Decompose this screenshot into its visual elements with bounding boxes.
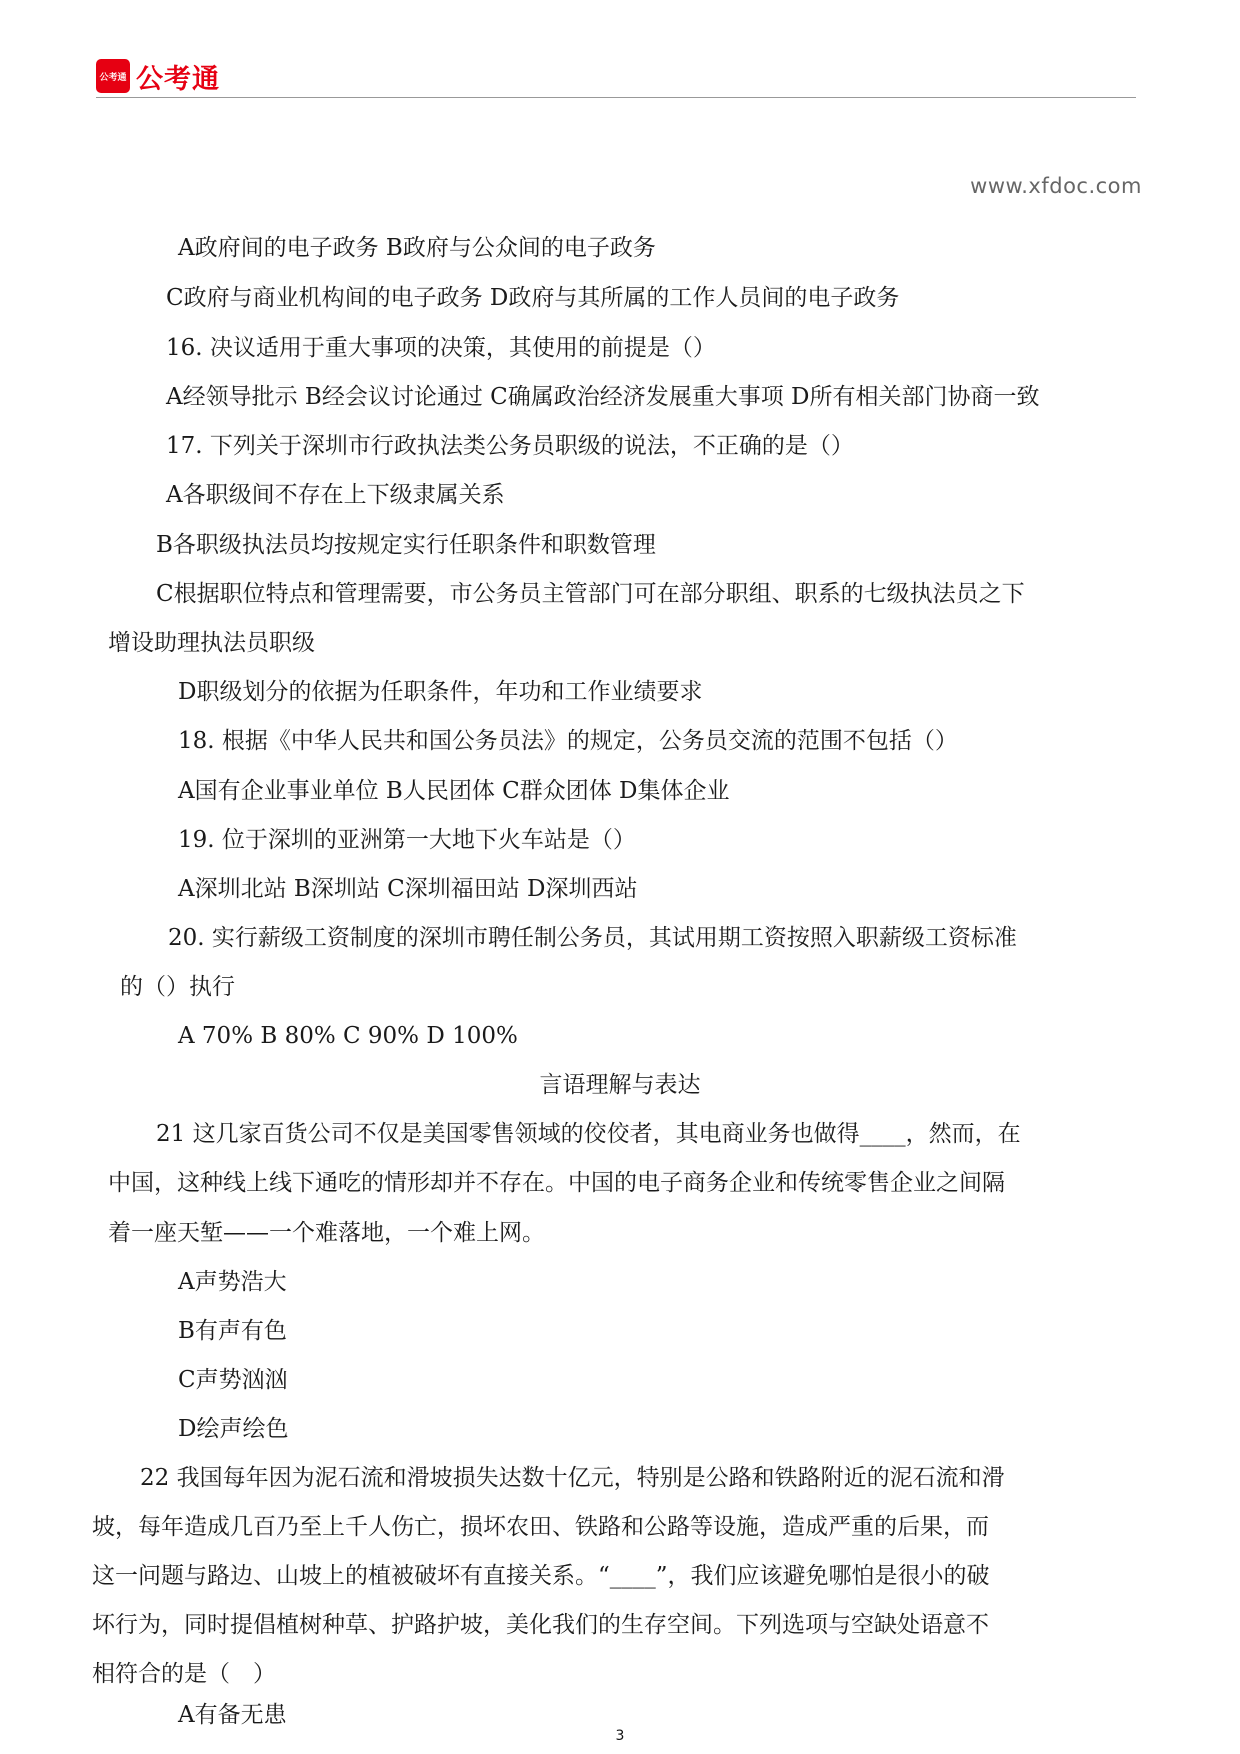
text-line: D职级划分的依据为任职条件，年功和工作业绩要求 xyxy=(178,679,703,705)
text-line: 的（）执行 xyxy=(120,974,235,1000)
text-line: 坏行为，同时提倡植树种草、护路护坡，美化我们的生存空间。下列选项与空缺处语意不 xyxy=(92,1612,989,1638)
text-line: A政府间的电子政务 B政府与公众间的电子政务 xyxy=(178,235,656,261)
text-line: B各职级执法员均按规定实行任职条件和职数管理 xyxy=(156,532,656,558)
text-line: 中国，这种线上线下通吃的情形却并不存在。中国的电子商务企业和传统零售企业之间隔 xyxy=(108,1170,1005,1196)
text-line: 着一座天堑——一个难落地，一个难上网。 xyxy=(108,1220,545,1246)
text-line: A 70% B 80% C 90% D 100% xyxy=(178,1023,518,1049)
brand-logo-icon: 公考通 xyxy=(96,59,130,93)
text-line: C政府与商业机构间的电子政务 D政府与其所属的工作人员间的电子政务 xyxy=(166,285,900,311)
question-21: 21 这几家百货公司不仅是美国零售领域的佼佼者，其电商业务也做得____，然而，在 xyxy=(156,1121,1021,1147)
option-line: C声势汹汹 xyxy=(178,1367,288,1393)
text-line: A深圳北站 B深圳站 C深圳福田站 D深圳西站 xyxy=(178,876,638,902)
text-line: C根据职位特点和管理需要，市公务员主管部门可在部分职组、职系的七级执法员之下 xyxy=(156,581,1025,607)
text-line: 增设助理执法员职级 xyxy=(108,630,315,656)
brand-name: 公考通 xyxy=(136,63,220,95)
question-16: 16. 决议适用于重大事项的决策，其使用的前提是（） xyxy=(166,335,716,361)
question-20: 20. 实行薪级工资制度的深圳市聘任制公务员，其试用期工资按照入职薪级工资标准 xyxy=(168,925,1017,951)
option-line: A声势浩大 xyxy=(178,1269,287,1295)
question-17: 17. 下列关于深圳市行政执法类公务员职级的说法，不正确的是（） xyxy=(166,433,854,459)
header-divider xyxy=(96,97,1136,98)
text-line: 这一问题与路边、山坡上的植被破坏有直接关系。“____”，我们应该避免哪怕是很小的破 xyxy=(92,1563,990,1589)
watermark-url: www.xfdoc.com xyxy=(970,174,1142,198)
question-19: 19. 位于深圳的亚洲第一大地下火车站是（） xyxy=(178,827,636,853)
section-heading: 言语理解与表达 xyxy=(539,1072,701,1098)
site-header xyxy=(96,56,220,96)
text-line: A各职级间不存在上下级隶属关系 xyxy=(166,482,505,508)
page-number: 3 xyxy=(615,1728,625,1744)
text-line: A国有企业事业单位 B人民团体 C群众团体 D集体企业 xyxy=(178,778,730,804)
question-22: 22 我国每年因为泥石流和滑坡损失达数十亿元，特别是公路和铁路附近的泥石流和滑 xyxy=(140,1465,1005,1491)
text-line: A经领导批示 B经会议讨论通过 C确属政治经济发展重大事项 D所有相关部门协商一致 xyxy=(166,384,1040,410)
question-18: 18. 根据《中华人民共和国公务员法》的规定，公务员交流的范围不包括（） xyxy=(178,728,958,754)
option-line: B有声有色 xyxy=(178,1318,287,1344)
text-line: 相符合的是（ ） xyxy=(92,1661,276,1687)
option-line: D绘声绘色 xyxy=(178,1416,289,1442)
option-line: A有备无患 xyxy=(178,1702,287,1728)
text-line: 坡，每年造成几百乃至上千人伤亡，损坏农田、铁路和公路等设施，造成严重的后果，而 xyxy=(92,1514,989,1540)
